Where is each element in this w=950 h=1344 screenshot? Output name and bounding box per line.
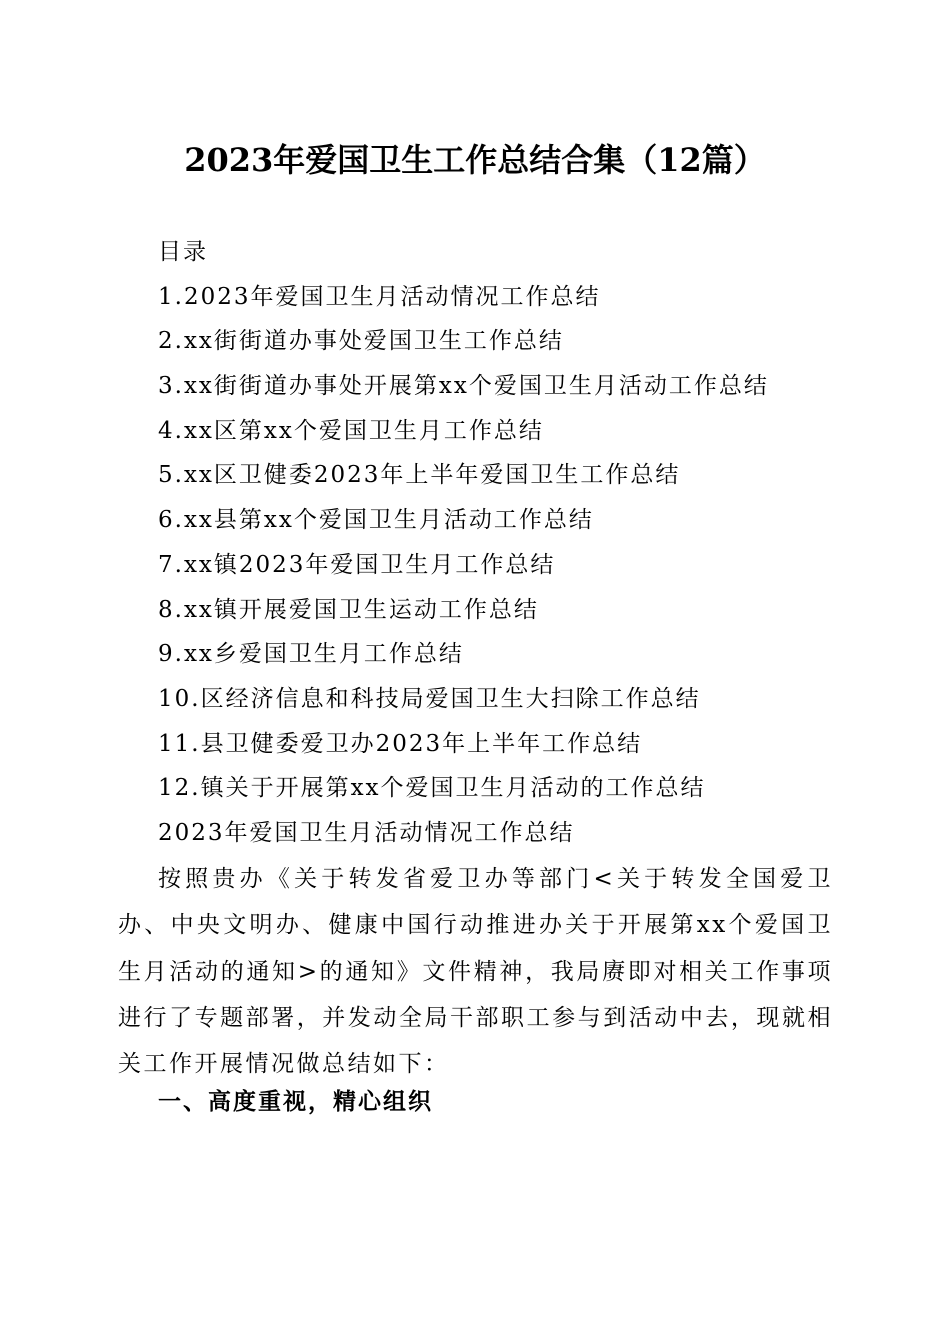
document-title: 2023年爱国卫生工作总结合集（12篇） — [184, 141, 766, 179]
toc-item: 12.镇关于开展第xx个爱国卫生月活动的工作总结 — [158, 775, 706, 802]
toc-item: 3.xx街街道办事处开展第xx个爱国卫生月活动工作总结 — [158, 373, 769, 400]
toc-item: 9.xx乡爱国卫生月工作总结 — [158, 641, 464, 668]
body-paragraph: 按照贵办《关于转发省爱卫办等部门<关于转发全国爱卫办、中央文明办、健康中国行动推进办关于开展第xx个爱国卫生月活动的通知>的通知》文件精神，我局赓即对相关工作事项进行了专题部署，并发动全局干部职工参与到活动中去，现就相关工作开展情况做总结如下： — [118, 866, 833, 1078]
first-article-title: 2023年爱国卫生月活动情况工作总结 — [158, 819, 575, 846]
toc-item: 5.xx区卫健委2023年上半年爱国卫生工作总结 — [158, 462, 681, 489]
toc-item: 6.xx县第xx个爱国卫生月活动工作总结 — [158, 507, 594, 534]
toc-item: 11.县卫健委爱卫办2023年上半年工作总结 — [158, 730, 643, 757]
table-of-contents — [158, 230, 878, 856]
toc-item: 10.区经济信息和科技局爱国卫生大扫除工作总结 — [158, 685, 701, 712]
toc-item: 7.xx镇2023年爱国卫生月工作总结 — [158, 551, 556, 578]
toc-item: 2.xx街街道办事处爱国卫生工作总结 — [158, 328, 564, 355]
section-heading: 一、高度重视，精心组织 — [158, 1089, 433, 1115]
toc-item: 4.xx区第xx个爱国卫生月工作总结 — [158, 417, 544, 444]
toc-item: 8.xx镇开展爱国卫生运动工作总结 — [158, 596, 539, 623]
toc-heading: 目录 — [158, 239, 208, 265]
toc-item: 1.2023年爱国卫生月活动情况工作总结 — [158, 283, 601, 310]
